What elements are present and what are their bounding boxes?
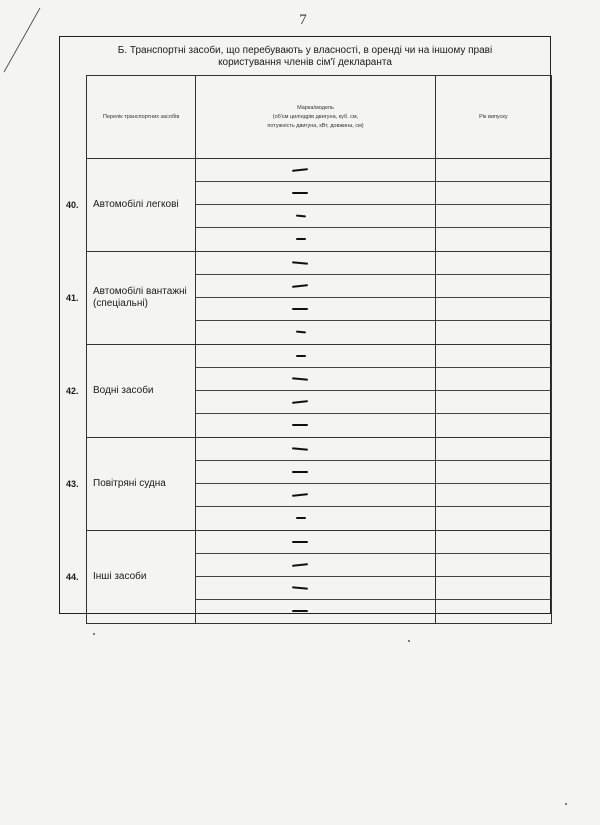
row-label-cell: [66, 345, 196, 438]
scan-speck: [93, 633, 95, 635]
year-cell: [435, 159, 551, 252]
model-cell: [196, 438, 436, 531]
header-year: Рік випуску: [435, 76, 551, 159]
model-cell: [196, 345, 436, 438]
scan-speck: [565, 803, 567, 805]
row-label: Повітряні судна: [93, 478, 166, 489]
empty-dash-mark: [296, 215, 306, 218]
row-number: 40.: [66, 200, 79, 210]
model-cell: [196, 531, 436, 624]
empty-dash-mark: [296, 517, 306, 519]
model-cell: [196, 159, 436, 252]
row-label: Водні засоби: [93, 385, 154, 396]
scan-artifact-line: [0, 0, 60, 80]
year-cell: [435, 345, 551, 438]
empty-dash-mark: [292, 586, 308, 589]
model-cell: [196, 252, 436, 345]
table-row: [87, 531, 552, 624]
row-number: 44.: [66, 572, 79, 582]
header-model-line3: потужність двигуна, кВт, довжина, см): [267, 122, 364, 129]
table-row: [87, 438, 552, 531]
row-label: Автомобілі легкові: [93, 199, 179, 210]
year-cell: [435, 531, 551, 624]
empty-dash-mark: [292, 610, 308, 612]
table-row: [87, 159, 552, 252]
empty-dash-mark: [292, 261, 308, 264]
vehicles-table: [66, 75, 552, 624]
header-model: [196, 76, 436, 159]
table-header-row: [87, 76, 552, 159]
row-label-cell: [66, 252, 196, 345]
row-label: Автомобілі вантажні (спеціальні): [93, 286, 187, 309]
empty-dash-mark: [292, 284, 308, 288]
row-label-cell: [66, 531, 196, 624]
year-cell: [435, 252, 551, 345]
empty-dash-mark: [292, 192, 308, 194]
empty-dash-mark: [296, 331, 306, 334]
row-label-cell: [66, 159, 196, 252]
empty-dash-mark: [292, 447, 308, 450]
row-number: 43.: [66, 479, 79, 489]
section-title: [60, 37, 550, 75]
section-title-line1: Б. Транспортні засоби, що перебувають у власності, в оренді чи на іншому праві: [117, 45, 493, 56]
row-number: 41.: [66, 293, 79, 303]
table-row: [87, 345, 552, 438]
empty-dash-mark: [292, 471, 308, 473]
header-model-line2: (об'єм циліндрів двигуна, куб. см,: [272, 113, 359, 120]
row-number: 42.: [66, 386, 79, 396]
empty-dash-mark: [296, 238, 306, 240]
empty-dash-mark: [292, 424, 308, 426]
header-type: Перелік транспортних засобів: [87, 76, 196, 159]
empty-dash-mark: [292, 563, 308, 567]
empty-dash-mark: [296, 355, 306, 357]
section-frame: [59, 36, 551, 614]
empty-dash-mark: [292, 168, 308, 172]
empty-dash-mark: [292, 493, 308, 497]
table-row: [87, 252, 552, 345]
empty-dash-mark: [292, 541, 308, 543]
row-label-cell: [66, 438, 196, 531]
empty-dash-mark: [292, 308, 308, 310]
header-model-line1: Марка/модель: [297, 104, 334, 111]
scan-speck: [408, 640, 410, 642]
page-number: 7: [299, 12, 307, 28]
empty-dash-mark: [292, 377, 308, 380]
empty-dash-mark: [292, 400, 308, 404]
row-label: Інші засоби: [93, 571, 147, 582]
section-title-line2: користування членів сім'ї декларанта: [218, 57, 392, 68]
year-cell: [435, 438, 551, 531]
